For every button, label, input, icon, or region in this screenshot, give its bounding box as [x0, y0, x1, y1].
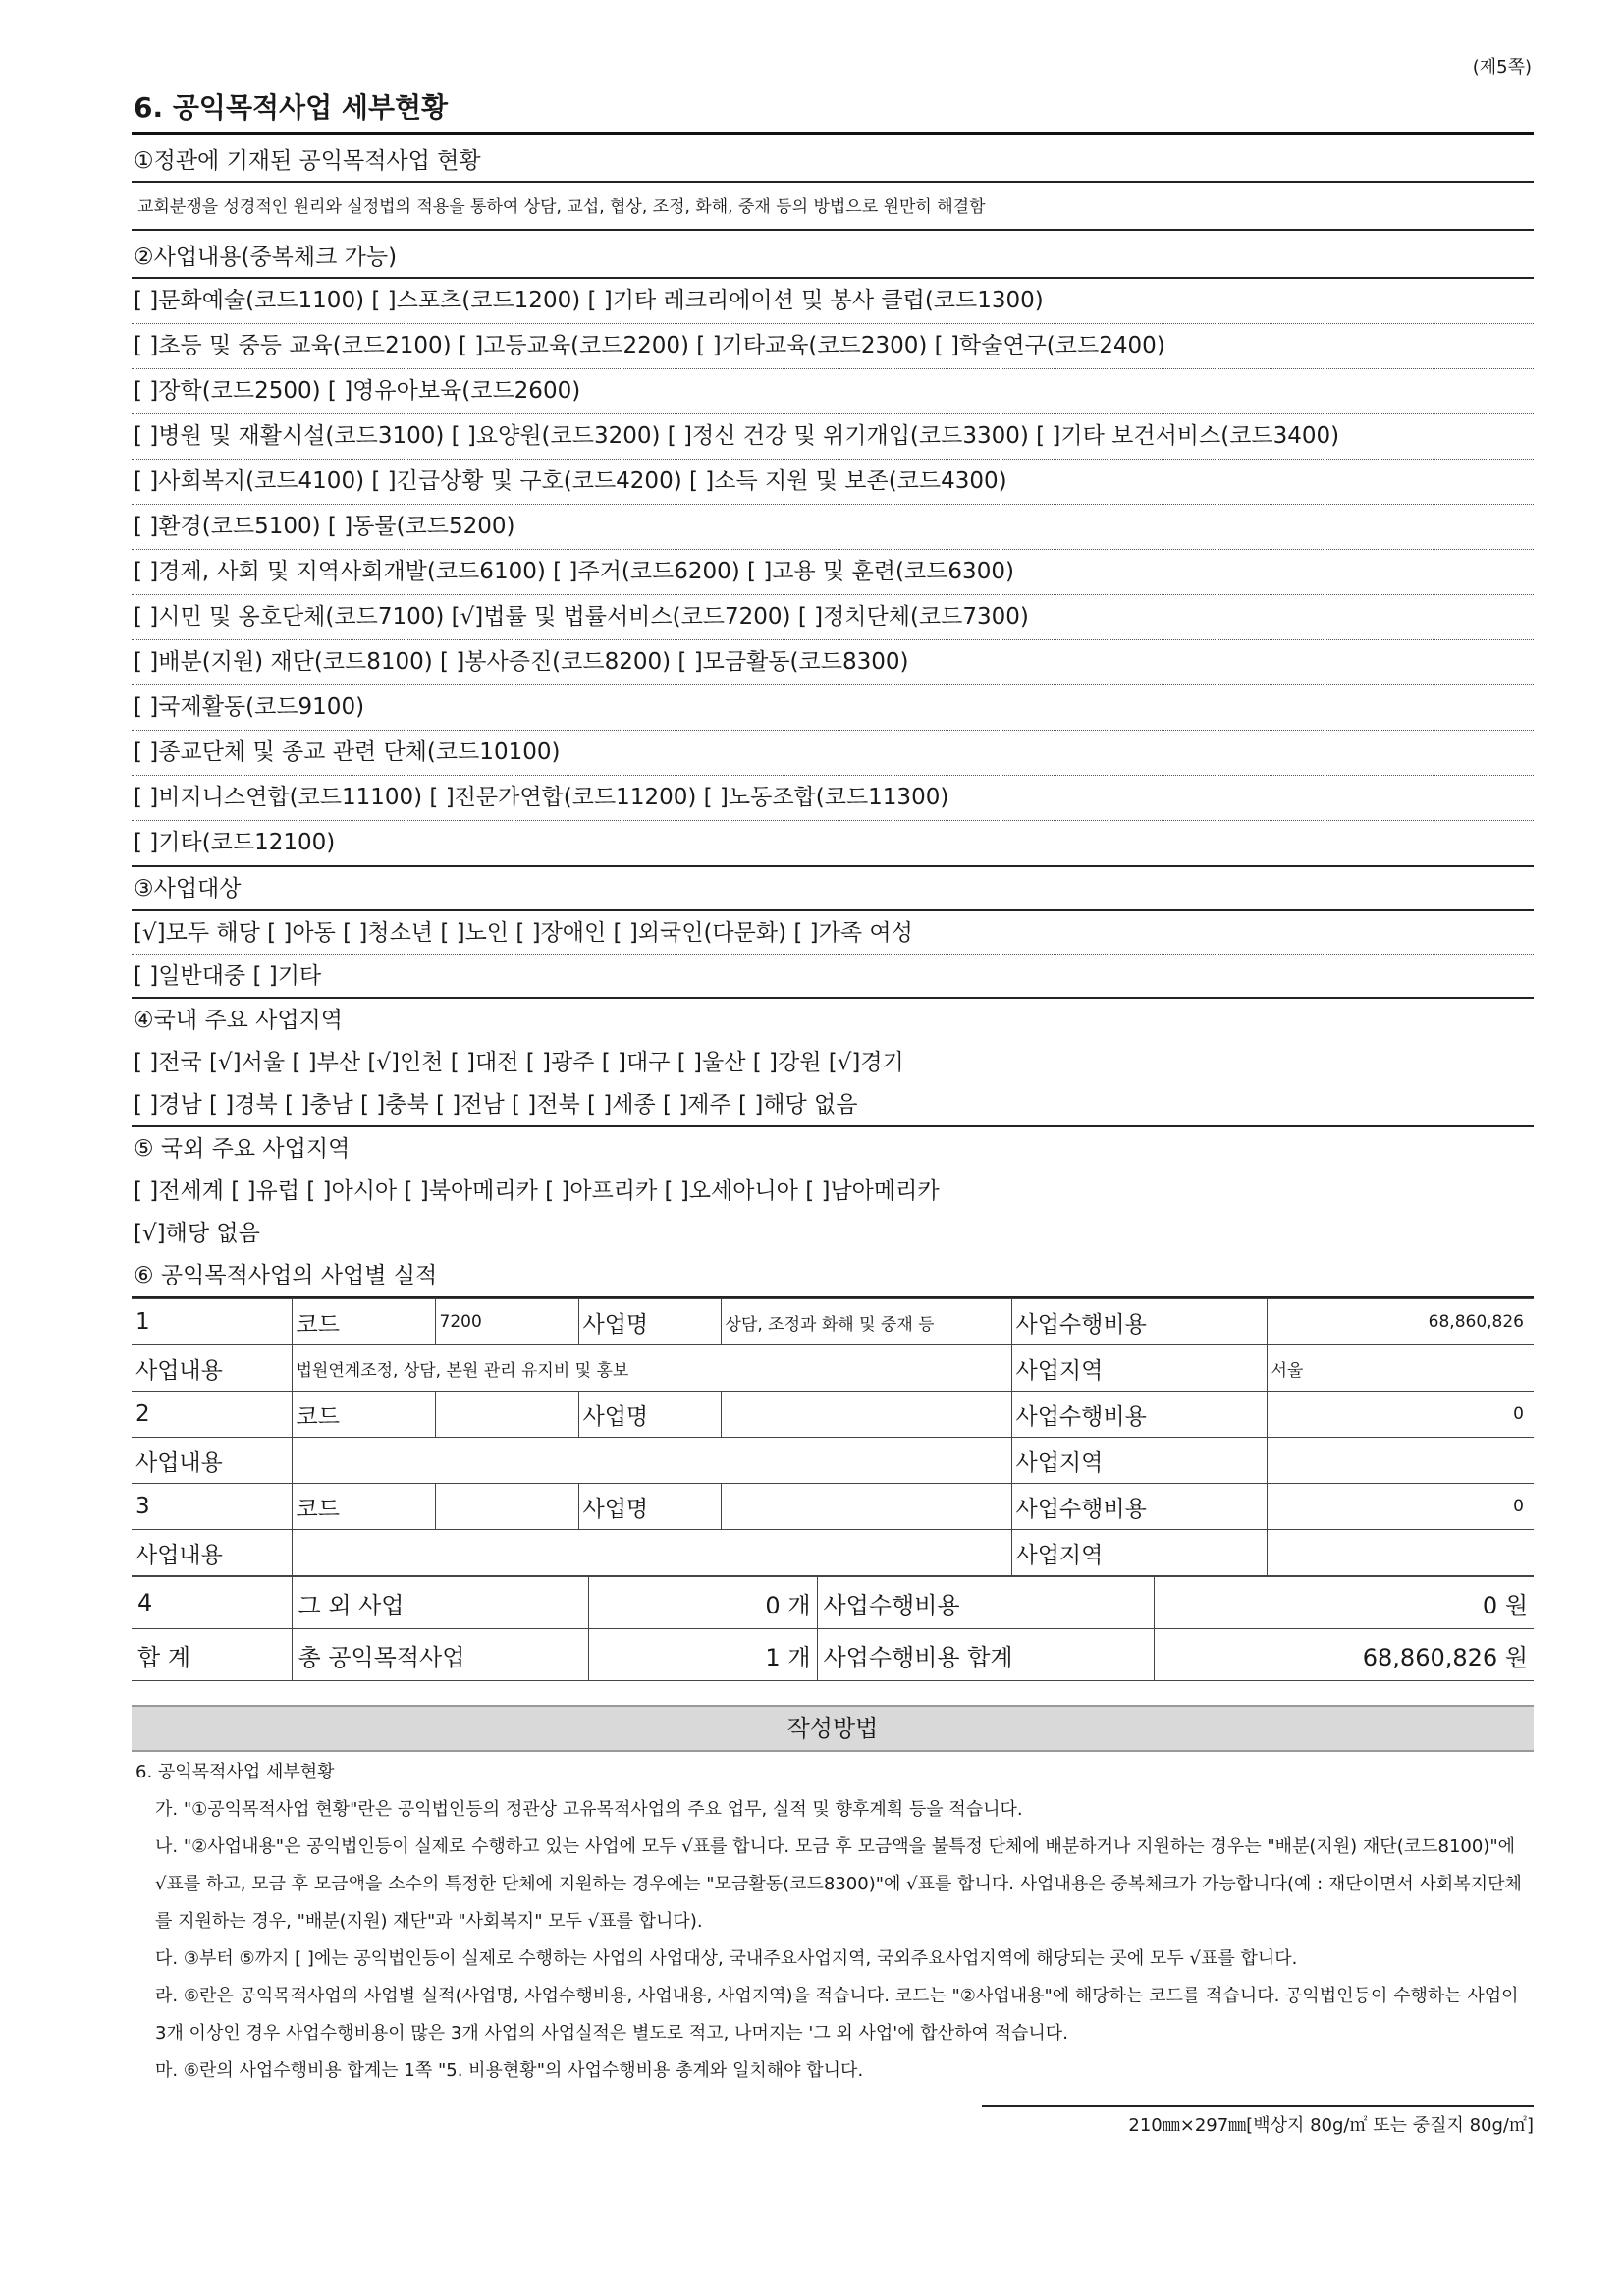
region-label: 사업지역: [1011, 1345, 1267, 1392]
domestic-region-line: [ ]전국 [√]서울 [ ]부산 [√]인천 [ ]대전 [ ]광주 [ ]대구 [ ]울산 [ ]강원 [√]경기: [134, 1050, 904, 1075]
row-number: 2: [132, 1392, 292, 1438]
cost-value: 0: [1267, 1392, 1534, 1438]
total-cost-label: 사업수행비용 합계: [817, 1629, 1154, 1681]
summary-table: [132, 1576, 1534, 1681]
business-type-line: [ ]시민 및 옹호단체(코드7100) [√]법률 및 법률서비스(코드7200) [ ]정치단체(코드7300): [132, 595, 1534, 640]
business-type-line: [ ]병원 및 재활시설(코드3100) [ ]요양원(코드3200) [ ]정신 건강 및 위기개입(코드3300) [ ]기타 보건서비스(코드3400): [132, 414, 1534, 460]
total-label: 합 계: [132, 1629, 292, 1681]
business-type-line: [ ]장학(코드2500) [ ]영유아보육(코드2600): [132, 369, 1534, 414]
target-line: [√]모두 해당 [ ]아동 [ ]청소년 [ ]노인 [ ]장애인 [ ]외국인(다문화) [ ]가족 여성: [132, 911, 1534, 955]
row-number: 3: [132, 1484, 292, 1530]
content-label: 사업내용: [132, 1345, 292, 1392]
business-type-line: [ ]종교단체 및 종교 관련 단체(코드10100): [132, 731, 1534, 776]
business-type-line: [ ]비지니스연합(코드11100) [ ]전문가연합(코드11200) [ ]노동조합(코드11300): [132, 776, 1534, 821]
section4-heading: ④국내 주요 사업지역: [134, 1008, 343, 1033]
region-value: [1267, 1530, 1534, 1576]
name-value: [721, 1392, 1011, 1438]
section6-heading: ⑥ 공익목적사업의 사업별 실적: [132, 1254, 1534, 1298]
guide-line: 가. "①공익목적사업 현황"란은 공익법인등의 정관상 고유목적사업의 주요 업무, 실적 및 향후계획 등을 적습니다.: [155, 1799, 1023, 1820]
content-value: [292, 1530, 1011, 1576]
name-label: 사업명: [578, 1392, 721, 1438]
content-label: 사업내용: [132, 1530, 292, 1576]
region-label: 사업지역: [1011, 1530, 1267, 1576]
table-row: [132, 1392, 1534, 1438]
cost-value: 0: [1267, 1484, 1534, 1530]
region-value: 서울: [1267, 1345, 1534, 1392]
business-type-line: [ ]배분(지원) 재단(코드8100) [ ]봉사증진(코드8200) [ ]모금활동(코드8300): [132, 640, 1534, 685]
guide-line: 마. ⑥란의 사업수행비용 합계는 1쪽 "5. 비용현황"의 사업수행비용 총계와 일치해야 합니다.: [155, 2060, 864, 2081]
page-title: 6. 공익목적사업 세부현황: [132, 82, 1534, 135]
total-row: [132, 1629, 1534, 1681]
code-value: [435, 1484, 578, 1530]
overseas-region-line: [√]해당 없음: [134, 1221, 260, 1246]
business-type-line: [ ]기타(코드12100): [132, 821, 1534, 867]
guide-line: 나. "②사업내용"은 공익법인등이 실제로 수행하고 있는 사업에 모두 √표를 합니다. 모금 후 모금액을 불특정 단체에 배분하거나 지원하는 경우는 "배분(지원) 재단(코드8100)"에 √표를 하고, 모금 후 모금액을 소수의 특정한 단체에 지원하는 경우에는 "모금활동(코드8300)"에 √표를 합니다. 사업내용은 중복체크가 가능합니다(예 : 재단이면서 사회복지단체를 지원하는 경우, "배분(지원) 재단"과 "사회복지" 모두 √표를 합니다).: [155, 1836, 1522, 1932]
section5-heading: ⑤ 국외 주요 사업지역: [134, 1136, 351, 1162]
count-value: 0: [765, 1591, 781, 1619]
cost-value: 68,860,826: [1362, 1643, 1498, 1671]
business-type-line: [ ]사회복지(코드4100) [ ]긴급상황 및 구호(코드4200) [ ]소득 지원 및 보존(코드4300): [132, 460, 1534, 505]
target-line: [ ]일반대중 [ ]기타: [132, 955, 1534, 999]
cost-value: 0: [1482, 1591, 1498, 1619]
cost-unit: 원: [1504, 1643, 1528, 1671]
content-value: 법원연계조정, 상담, 본원 관리 유지비 및 홍보: [292, 1345, 1011, 1392]
table-row: [132, 1484, 1534, 1530]
table-row: [132, 1438, 1534, 1484]
code-label: 코드: [292, 1484, 435, 1530]
region-value: [1267, 1438, 1534, 1484]
cost-label: 사업수행비용: [817, 1577, 1154, 1629]
business-type-line: [ ]초등 및 중등 교육(코드2100) [ ]고등교육(코드2200) [ ]기타교육(코드2300) [ ]학술연구(코드2400): [132, 324, 1534, 369]
guide-line: 다. ③부터 ⑤까지 [ ]에는 공익법인등이 실제로 수행하는 사업의 사업대상, 국내주요사업지역, 국외주요사업지역에 해당되는 곳에 모두 √표를 합니다.: [155, 1948, 1298, 1969]
name-label: 사업명: [578, 1299, 721, 1345]
domestic-region-line: [ ]경남 [ ]경북 [ ]충남 [ ]충북 [ ]전남 [ ]전북 [ ]세종 [ ]제주 [ ]해당 없음: [132, 1083, 1534, 1127]
guide-line: 라. ⑥란은 공익목적사업의 사업별 실적(사업명, 사업수행비용, 사업내용, 사업지역)을 적습니다. 코드는 "②사업내용"에 해당하는 코드를 적습니다. 공익법인등이 수행하는 사업이 3개 이상인 경우 사업수행비용이 많은 3개 사업의 사업실적은 별도로 적고, 나머지는 '그 외 사업'에 합산하여 적습니다.: [155, 1986, 1519, 2044]
section1-body: 교회분쟁을 성경적인 원리와 실정법의 적용을 통하여 상담, 교섭, 협상, 조정, 화해, 중재 등의 방법으로 원만히 해결함: [132, 183, 1534, 231]
business-type-line: [ ]국제활동(코드9100): [132, 685, 1534, 731]
region-label: 사업지역: [1011, 1438, 1267, 1484]
section1-heading: ①정관에 기재된 공익목적사업 현황: [132, 135, 1534, 183]
cost-unit: 원: [1504, 1591, 1528, 1619]
business-type-line: [ ]문화예술(코드1100) [ ]스포츠(코드1200) [ ]기타 레크리에이션 및 봉사 클럽(코드1300): [132, 279, 1534, 324]
business-type-line: [ ]환경(코드5100) [ ]동물(코드5200): [132, 505, 1534, 550]
section3-heading: ③사업대상: [132, 867, 1534, 911]
count-unit: 개: [787, 1643, 811, 1671]
other-count: [588, 1577, 817, 1629]
total-cost: [1154, 1629, 1534, 1681]
name-label: 사업명: [578, 1484, 721, 1530]
cost-label: 사업수행비용: [1011, 1484, 1267, 1530]
count-value: 1: [765, 1643, 781, 1671]
row-number: 4: [132, 1577, 292, 1629]
name-value: [721, 1484, 1011, 1530]
cost-value: 68,860,826: [1267, 1299, 1534, 1345]
cost-label: 사업수행비용: [1011, 1392, 1267, 1438]
other-label: 그 외 사업: [292, 1577, 588, 1629]
table-row: [132, 1299, 1534, 1345]
page-number: (제5쪽): [1472, 57, 1532, 78]
total-count: [588, 1629, 817, 1681]
code-value: [435, 1392, 578, 1438]
overseas-region-line: [ ]전세계 [ ]유럽 [ ]아시아 [ ]북아메리카 [ ]아프리카 [ ]오세아니아 [ ]남아메리카: [134, 1178, 940, 1204]
performance-table: [132, 1298, 1534, 1576]
guide-title: 작성방법: [132, 1705, 1534, 1752]
content-label: 사업내용: [132, 1438, 292, 1484]
form-body: [132, 82, 1534, 2090]
other-business-row: [132, 1577, 1534, 1629]
guide-text: [132, 1752, 1534, 2090]
cost-label: 사업수행비용: [1011, 1299, 1267, 1345]
section2-heading: ②사업내용(중복체크 가능): [132, 231, 1534, 279]
total-business-label: 총 공익목적사업: [292, 1629, 588, 1681]
count-unit: 개: [787, 1591, 811, 1619]
code-label: 코드: [292, 1392, 435, 1438]
code-value: 7200: [435, 1299, 578, 1345]
row-number: 1: [132, 1299, 292, 1345]
other-cost: [1154, 1577, 1534, 1629]
code-label: 코드: [292, 1299, 435, 1345]
content-value: [292, 1438, 1011, 1484]
guide-line: 6. 공익목적사업 세부현황: [135, 1762, 335, 1782]
paper-spec-footer: 210㎜×297㎜[백상지 80g/㎡ 또는 중질지 80g/㎡]: [982, 2105, 1534, 2137]
table-row: [132, 1530, 1534, 1576]
name-value: 상담, 조정과 화해 및 중재 등: [721, 1299, 1011, 1345]
table-row: [132, 1345, 1534, 1392]
business-type-line: [ ]경제, 사회 및 지역사회개발(코드6100) [ ]주거(코드6200) [ ]고용 및 훈련(코드6300): [132, 550, 1534, 595]
